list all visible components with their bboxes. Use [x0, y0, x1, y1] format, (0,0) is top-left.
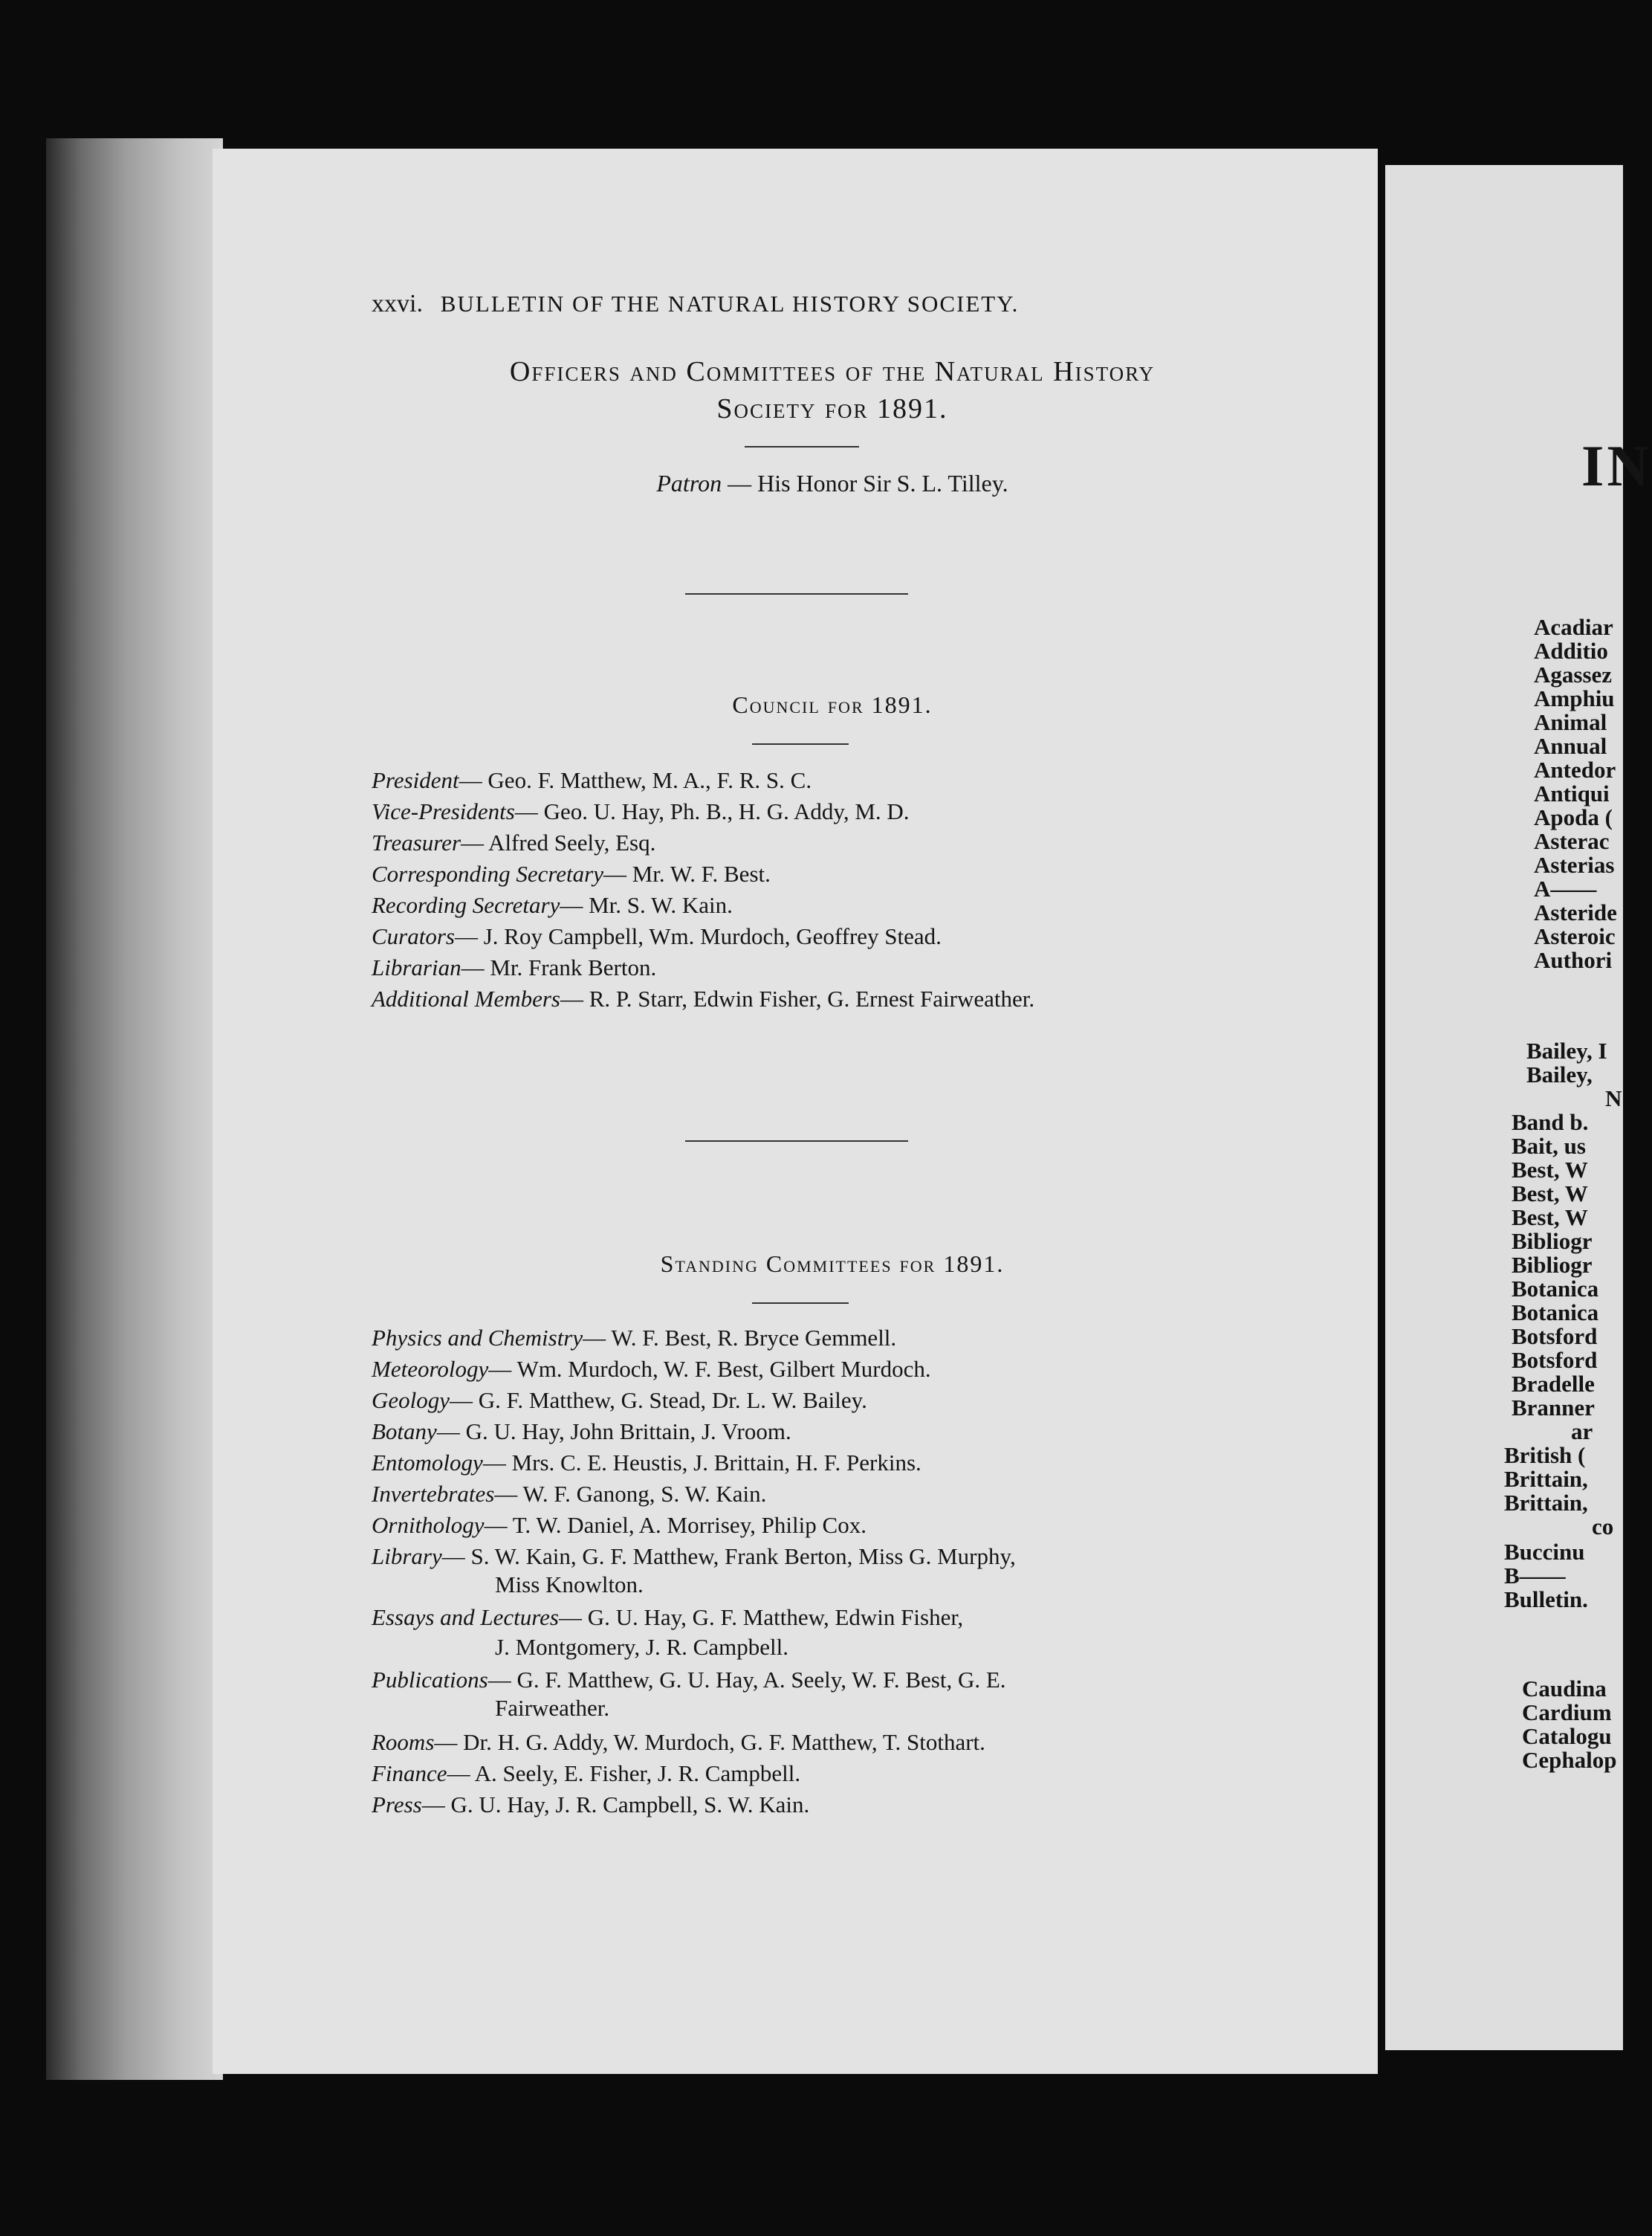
index-entry-fragment: Amphiu: [1534, 685, 1615, 711]
council-entry: Vice-Presidents— Geo. U. Hay, Ph. B., H. G. Addy, M. D.: [372, 798, 910, 824]
left-page: [213, 149, 1378, 2074]
committee-entry: Ornithology— T. W. Daniel, A. Morrisey, Philip Cox.: [372, 1512, 867, 1538]
index-entry-fragment: Bailey,: [1526, 1062, 1593, 1088]
council-entry: Additional Members— R. P. Starr, Edwin Fisher, G. Ernest Fairweather.: [372, 986, 1035, 1012]
index-entry-fragment: Best, W: [1512, 1204, 1588, 1230]
index-entry-fragment: Cardium: [1522, 1699, 1612, 1725]
index-entry-fragment: Bailey, I: [1526, 1038, 1607, 1064]
index-entry-fragment: Botsford: [1512, 1347, 1598, 1373]
committee-entry: Press— G. U. Hay, J. R. Campbell, S. W. Kain.: [372, 1791, 810, 1817]
committee-entry: Finance— A. Seely, E. Fisher, J. R. Campbell.: [372, 1760, 801, 1786]
index-entry-fragment: Asteride: [1534, 899, 1617, 925]
committee-entry: Botany— G. U. Hay, John Brittain, J. Vroom.: [372, 1418, 791, 1444]
committee-entry-continuation: Fairweather.: [495, 1695, 610, 1721]
council-entry: Librarian— Mr. Frank Berton.: [372, 954, 657, 980]
index-entry-fragment: Authori: [1534, 947, 1613, 973]
council-entry: Curators— J. Roy Campbell, Wm. Murdoch, Geoffrey Stead.: [372, 923, 942, 949]
index-entry-fragment: B——: [1504, 1563, 1566, 1589]
right-page: [1385, 165, 1652, 2050]
committee-entry: Invertebrates— W. F. Ganong, S. W. Kain.: [372, 1481, 767, 1507]
patron-label: Patron: [656, 470, 722, 497]
index-entry-fragment: Brittain,: [1504, 1466, 1588, 1492]
section-divider: [685, 593, 908, 595]
committee-entry: Essays and Lectures— G. U. Hay, G. F. Matthew, Edwin Fisher,: [372, 1604, 964, 1630]
running-head-title: BULLETIN OF THE NATURAL HISTORY SOCIETY.: [440, 291, 1020, 317]
council-title: Council for 1891.: [732, 691, 933, 718]
index-entry-fragment: Botsford: [1512, 1323, 1598, 1349]
council-entry: Recording Secretary— Mr. S. W. Kain.: [372, 892, 733, 918]
index-entry-fragment: Buccinu: [1504, 1539, 1585, 1565]
council-entry: Corresponding Secretary— Mr. W. F. Best.: [372, 861, 771, 887]
running-head: [372, 290, 1293, 318]
index-entry-fragment: Asteroic: [1534, 923, 1616, 949]
index-entry-fragment: Bibliogr: [1512, 1252, 1593, 1278]
patron-text: — His Honor Sir S. L. Tilley.: [728, 470, 1008, 497]
committee-entry-continuation: Miss Knowlton.: [495, 1571, 644, 1597]
standing-committees-title: Standing Committees for 1891.: [660, 1250, 1005, 1277]
index-entry-fragment: Bait, us: [1512, 1133, 1586, 1159]
index-entry-fragment: N: [1605, 1085, 1622, 1111]
council-entry: Treasurer— Alfred Seely, Esq.: [372, 830, 656, 856]
committee-entry-continuation: J. Montgomery, J. R. Campbell.: [495, 1634, 788, 1660]
book-page-edges: [46, 138, 223, 2080]
council-title-rule: [752, 743, 849, 745]
index-entry-fragment: Bulletin.: [1504, 1586, 1588, 1612]
title-rule: [745, 446, 859, 447]
index-entry-fragment: Branner: [1512, 1395, 1595, 1421]
index-entry-fragment: co: [1592, 1513, 1614, 1539]
council-entry: President— Geo. F. Matthew, M. A., F. R. S. C.: [372, 767, 812, 793]
index-entry-fragment: Band b.: [1512, 1109, 1589, 1135]
index-entry-fragment: Catalogu: [1522, 1723, 1612, 1749]
index-entry-fragment: British (: [1504, 1442, 1586, 1468]
committee-entry: Geology— G. F. Matthew, G. Stead, Dr. L. W. Bailey.: [372, 1387, 867, 1413]
index-entry-fragment: Acadiar: [1534, 614, 1613, 640]
index-entry-fragment: Botanica: [1512, 1299, 1599, 1325]
index-entry-fragment: Botanica: [1512, 1276, 1599, 1302]
index-entry-fragment: Animal: [1534, 709, 1607, 735]
page-folio: xxvi.: [372, 290, 423, 317]
index-entry-fragment: Antedor: [1534, 757, 1616, 783]
index-entry-fragment: Bibliogr: [1512, 1228, 1593, 1254]
section-divider: [685, 1140, 908, 1142]
committee-entry: Publications— G. F. Matthew, G. U. Hay, A. Seely, W. F. Best, G. E.: [372, 1667, 1006, 1693]
index-entry-fragment: Asterias: [1534, 852, 1615, 878]
index-entry-fragment: A——: [1534, 876, 1597, 902]
index-entry-fragment: Caudina: [1522, 1676, 1607, 1702]
index-entry-fragment: Annual: [1534, 733, 1607, 759]
committee-entry: Physics and Chemistry— W. F. Best, R. Bryce Gemmell.: [372, 1325, 897, 1351]
index-entry-fragment: Bradelle: [1512, 1371, 1595, 1397]
index-entry-fragment: Best, W: [1512, 1157, 1588, 1183]
index-heading-fragment: IN: [1581, 433, 1652, 498]
index-entry-fragment: Best, W: [1512, 1180, 1588, 1206]
committee-entry: Meteorology— Wm. Murdoch, W. F. Best, Gilbert Murdoch.: [372, 1356, 931, 1382]
index-entry-fragment: Cephalop: [1522, 1747, 1617, 1773]
index-entry-fragment: Additio: [1534, 638, 1608, 664]
standing-title-rule: [752, 1302, 849, 1304]
index-entry-fragment: Brittain,: [1504, 1490, 1588, 1516]
index-entry-fragment: Agassez: [1534, 662, 1613, 688]
committee-entry: Entomology— Mrs. C. E. Heustis, J. Brittain, H. F. Perkins.: [372, 1450, 921, 1476]
index-entry-fragment: Asterac: [1534, 828, 1610, 854]
committee-entry: Rooms— Dr. H. G. Addy, W. Murdoch, G. F. Matthew, T. Stothart.: [372, 1729, 985, 1755]
index-entry-fragment: ar: [1571, 1418, 1593, 1444]
committee-entry: Library— S. W. Kain, G. F. Matthew, Frank Berton, Miss G. Murphy,: [372, 1543, 1016, 1569]
patron-line: [372, 470, 1293, 497]
index-entry-fragment: Apoda (: [1534, 804, 1613, 830]
page-title-line-2: Society for 1891.: [716, 393, 948, 424]
index-entry-fragment: Antiqui: [1534, 781, 1610, 807]
page-title-line-1: Officers and Committees of the Natural History: [509, 356, 1156, 387]
